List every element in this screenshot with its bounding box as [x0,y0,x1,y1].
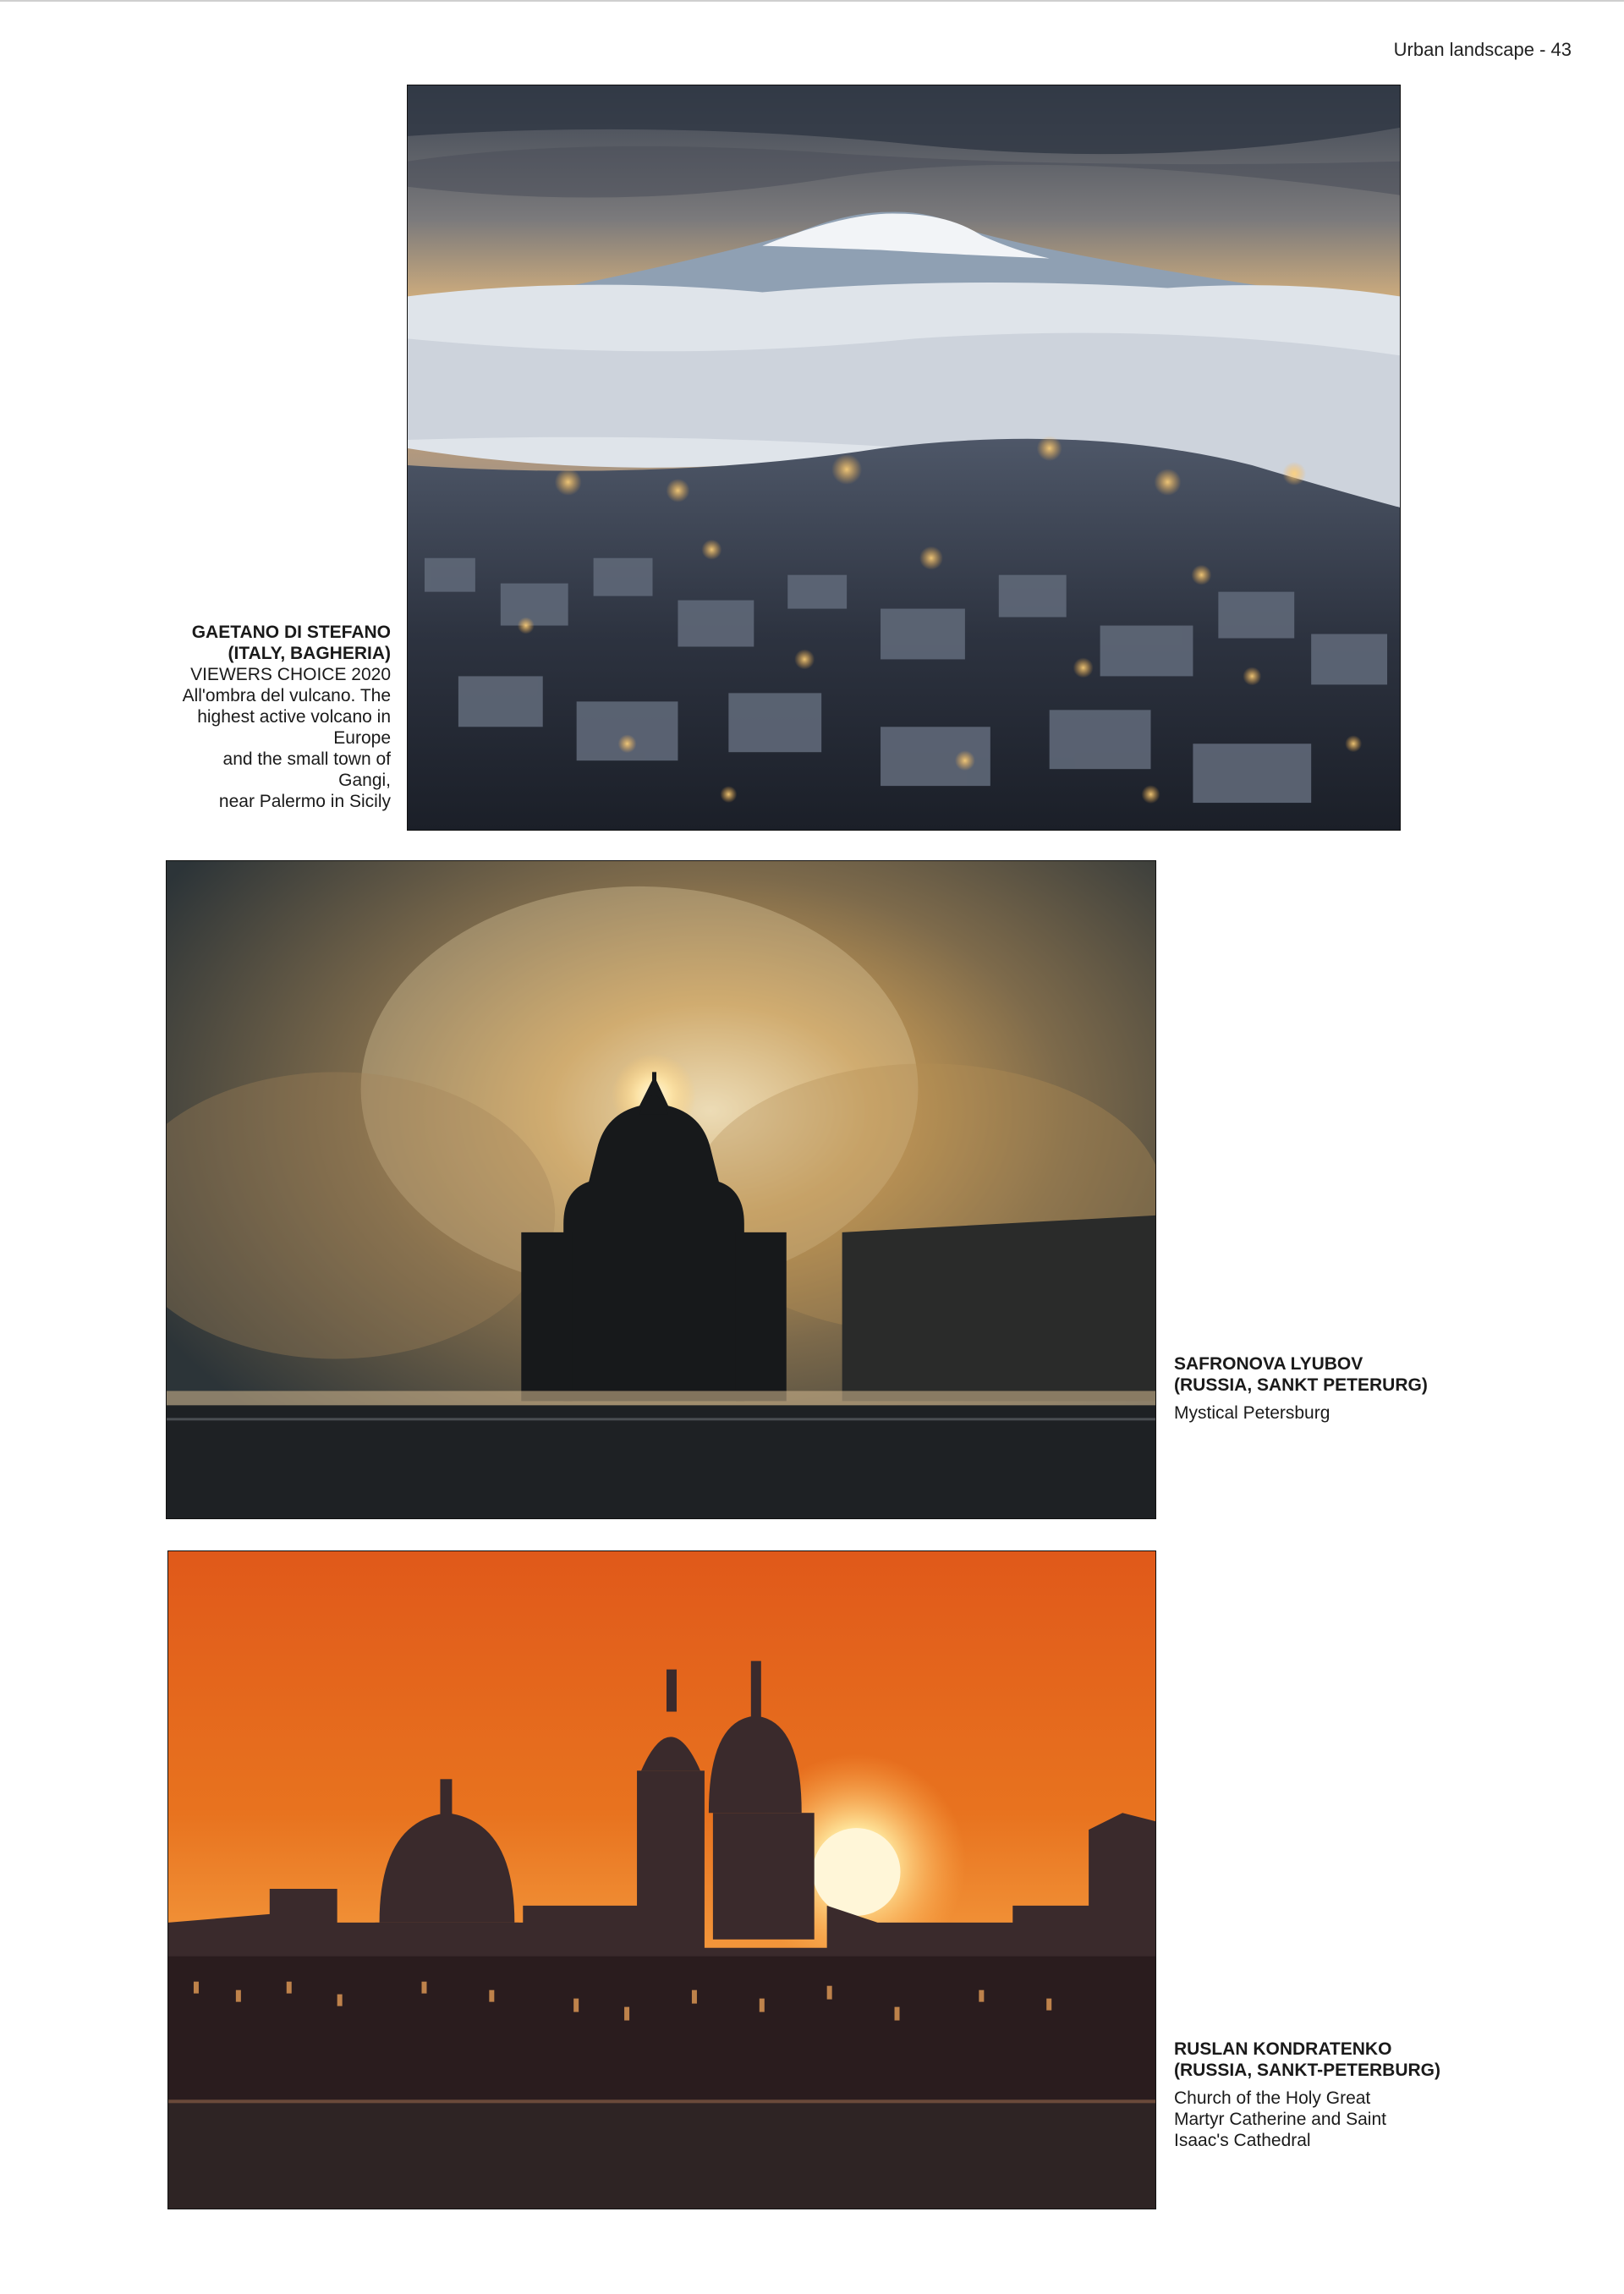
running-head: Urban landscape - 43 [1393,39,1572,60]
photo-3-caption [1174,2039,1462,2151]
author-location: (RUSSIA, SANKT-PETERBURG) [1174,2061,1441,2080]
author-location: (RUSSIA, SANKT PETERURG) [1174,1375,1428,1395]
caption-line: Martyr Catherine and Saint [1174,2110,1386,2129]
author-name: GAETANO DI STEFANO [191,623,391,642]
award-label: VIEWERS CHOICE 2020 [190,665,391,684]
misty-cathedral-photo [166,860,1156,1519]
author-location: (ITALY, BAGHERIA) [228,644,391,663]
photo-1-caption [171,622,391,812]
caption-line: Church of the Holy Great [1174,2088,1371,2108]
sunset-churches-photo [167,1550,1156,2209]
author-name: SAFRONOVA LYUBOV [1174,1354,1363,1374]
caption-line: Isaac's Cathedral [1174,2131,1311,2150]
caption-line: Mystical Petersburg [1174,1403,1330,1423]
caption-line: and the small town of Gangi, [222,749,391,790]
top-rule [0,0,1624,2]
photo-2-caption [1174,1353,1445,1424]
volcano-fog-town-photo [407,85,1401,831]
caption-line: highest active volcano in Europe [197,707,391,748]
caption-line: All'ombra del vulcano. The [182,686,391,705]
author-name: RUSLAN KONDRATENKO [1174,2039,1392,2059]
caption-line: near Palermo in Sicily [218,792,391,811]
